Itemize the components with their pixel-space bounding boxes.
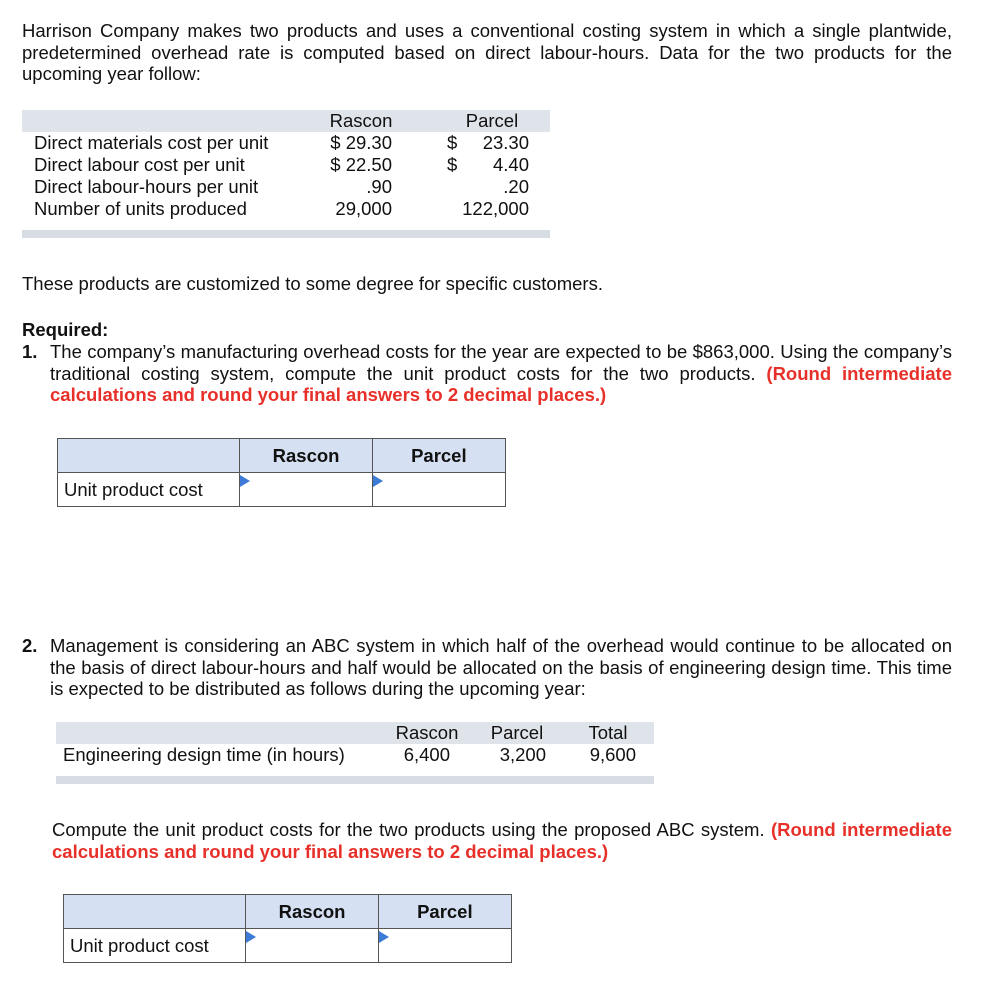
q2-answer-header-rascon: Rascon [246, 895, 378, 929]
eng-table-row-label: Engineering design time (in hours) [63, 744, 345, 765]
required-heading: Required: [22, 319, 109, 340]
eng-table-header-parcel: Parcel [490, 722, 544, 743]
customized-note: These products are customized to some degree for specific customers. [22, 273, 603, 294]
q1-rounding-instruction: (Round intermediate calculations and round your final answers to 2 decimal places.) [50, 362, 952, 405]
input-marker-icon [240, 475, 250, 487]
product-table-parcel-value: 4.40 [492, 154, 529, 175]
q2-rascon-cell [246, 929, 378, 963]
q1-text [50, 341, 952, 406]
product-table-rascon-value: .90 [366, 176, 392, 197]
q2-answer-header-parcel: Parcel [378, 895, 511, 929]
product-table-parcel-value: 23.30 [482, 132, 529, 153]
q1-answer-header-blank [58, 439, 240, 473]
input-marker-icon [373, 475, 383, 487]
product-table-rascon-value: $ 29.30 [330, 132, 392, 153]
product-table-rascon-value: $ 22.50 [330, 154, 392, 175]
product-table-parcel-dollar: $ [447, 132, 458, 153]
q2-parcel-unit-cost-input[interactable] [379, 929, 511, 962]
eng-table-rascon-value: 6,400 [403, 744, 450, 765]
product-table-parcel-dollar: $ [447, 154, 458, 175]
q2-number: 2. [22, 635, 38, 656]
input-marker-icon [379, 931, 389, 943]
q2-rounding-instruction: (Round intermediate calculations and round your final answers to 2 decimal places.) [52, 819, 953, 862]
q2-rascon-unit-cost-input[interactable] [246, 929, 377, 962]
q1-answer-header-rascon: Rascon [240, 439, 372, 473]
q1-rascon-unit-cost-input[interactable] [240, 473, 371, 506]
eng-table-header-total: Total [588, 722, 628, 743]
q2-unit-product-cost-label: Unit product cost [64, 929, 246, 963]
product-table-header-rascon: Rascon [329, 110, 393, 131]
product-table-row-label: Direct labour-hours per unit [34, 176, 259, 197]
input-marker-icon [246, 931, 256, 943]
q1-answer-header-parcel: Parcel [372, 439, 505, 473]
eng-table-header-band [56, 722, 654, 744]
product-table-parcel-value: 122,000 [462, 198, 529, 219]
q2-answer-table [63, 894, 512, 963]
q1-parcel-unit-cost-input[interactable] [373, 473, 505, 506]
eng-table-footer-bar [56, 776, 654, 784]
product-table-footer-bar [22, 230, 550, 238]
q1-rascon-cell [240, 473, 372, 507]
q2-compute-text [52, 819, 952, 862]
q1-question: The company’s manufacturing overhead costs for the year are expected to be $863,000. Using the company’s traditional costing system, compute the unit product costs for the two products. [50, 341, 952, 384]
product-table-parcel-value: .20 [503, 176, 529, 197]
intro-paragraph: Harrison Company makes two products and uses a conventional costing system in which a single plantwide, predetermined overhead rate is computed based on direct labour-hours. Data for the two products for the upcoming year follow: [22, 20, 952, 84]
q1-parcel-cell [372, 473, 505, 507]
eng-table-header-rascon: Rascon [395, 722, 459, 743]
product-table-header-parcel: Parcel [465, 110, 519, 131]
q2-compute-question: Compute the unit product costs for the two products using the proposed ABC system. [52, 819, 765, 840]
q2-parcel-cell [378, 929, 511, 963]
q2-answer-header-blank [64, 895, 246, 929]
q1-number: 1. [22, 341, 38, 362]
q2-text: Management is considering an ABC system in which half of the overhead would continue to be allocated on the basis of direct labour-hours and half would be allocated on the basis of engineering design time. This time is expected to be distributed as follows during the upcoming year: [50, 635, 952, 699]
eng-table-parcel-value: 3,200 [499, 744, 546, 765]
q1-unit-product-cost-label: Unit product cost [58, 473, 240, 507]
q1-answer-table [57, 438, 506, 507]
product-table-row-label: Number of units produced [34, 198, 247, 219]
product-table-rascon-value: 29,000 [335, 198, 392, 219]
eng-table-total-value: 9,600 [589, 744, 636, 765]
product-table-row-label: Direct labour cost per unit [34, 154, 245, 175]
product-table-row-label: Direct materials cost per unit [34, 132, 269, 153]
